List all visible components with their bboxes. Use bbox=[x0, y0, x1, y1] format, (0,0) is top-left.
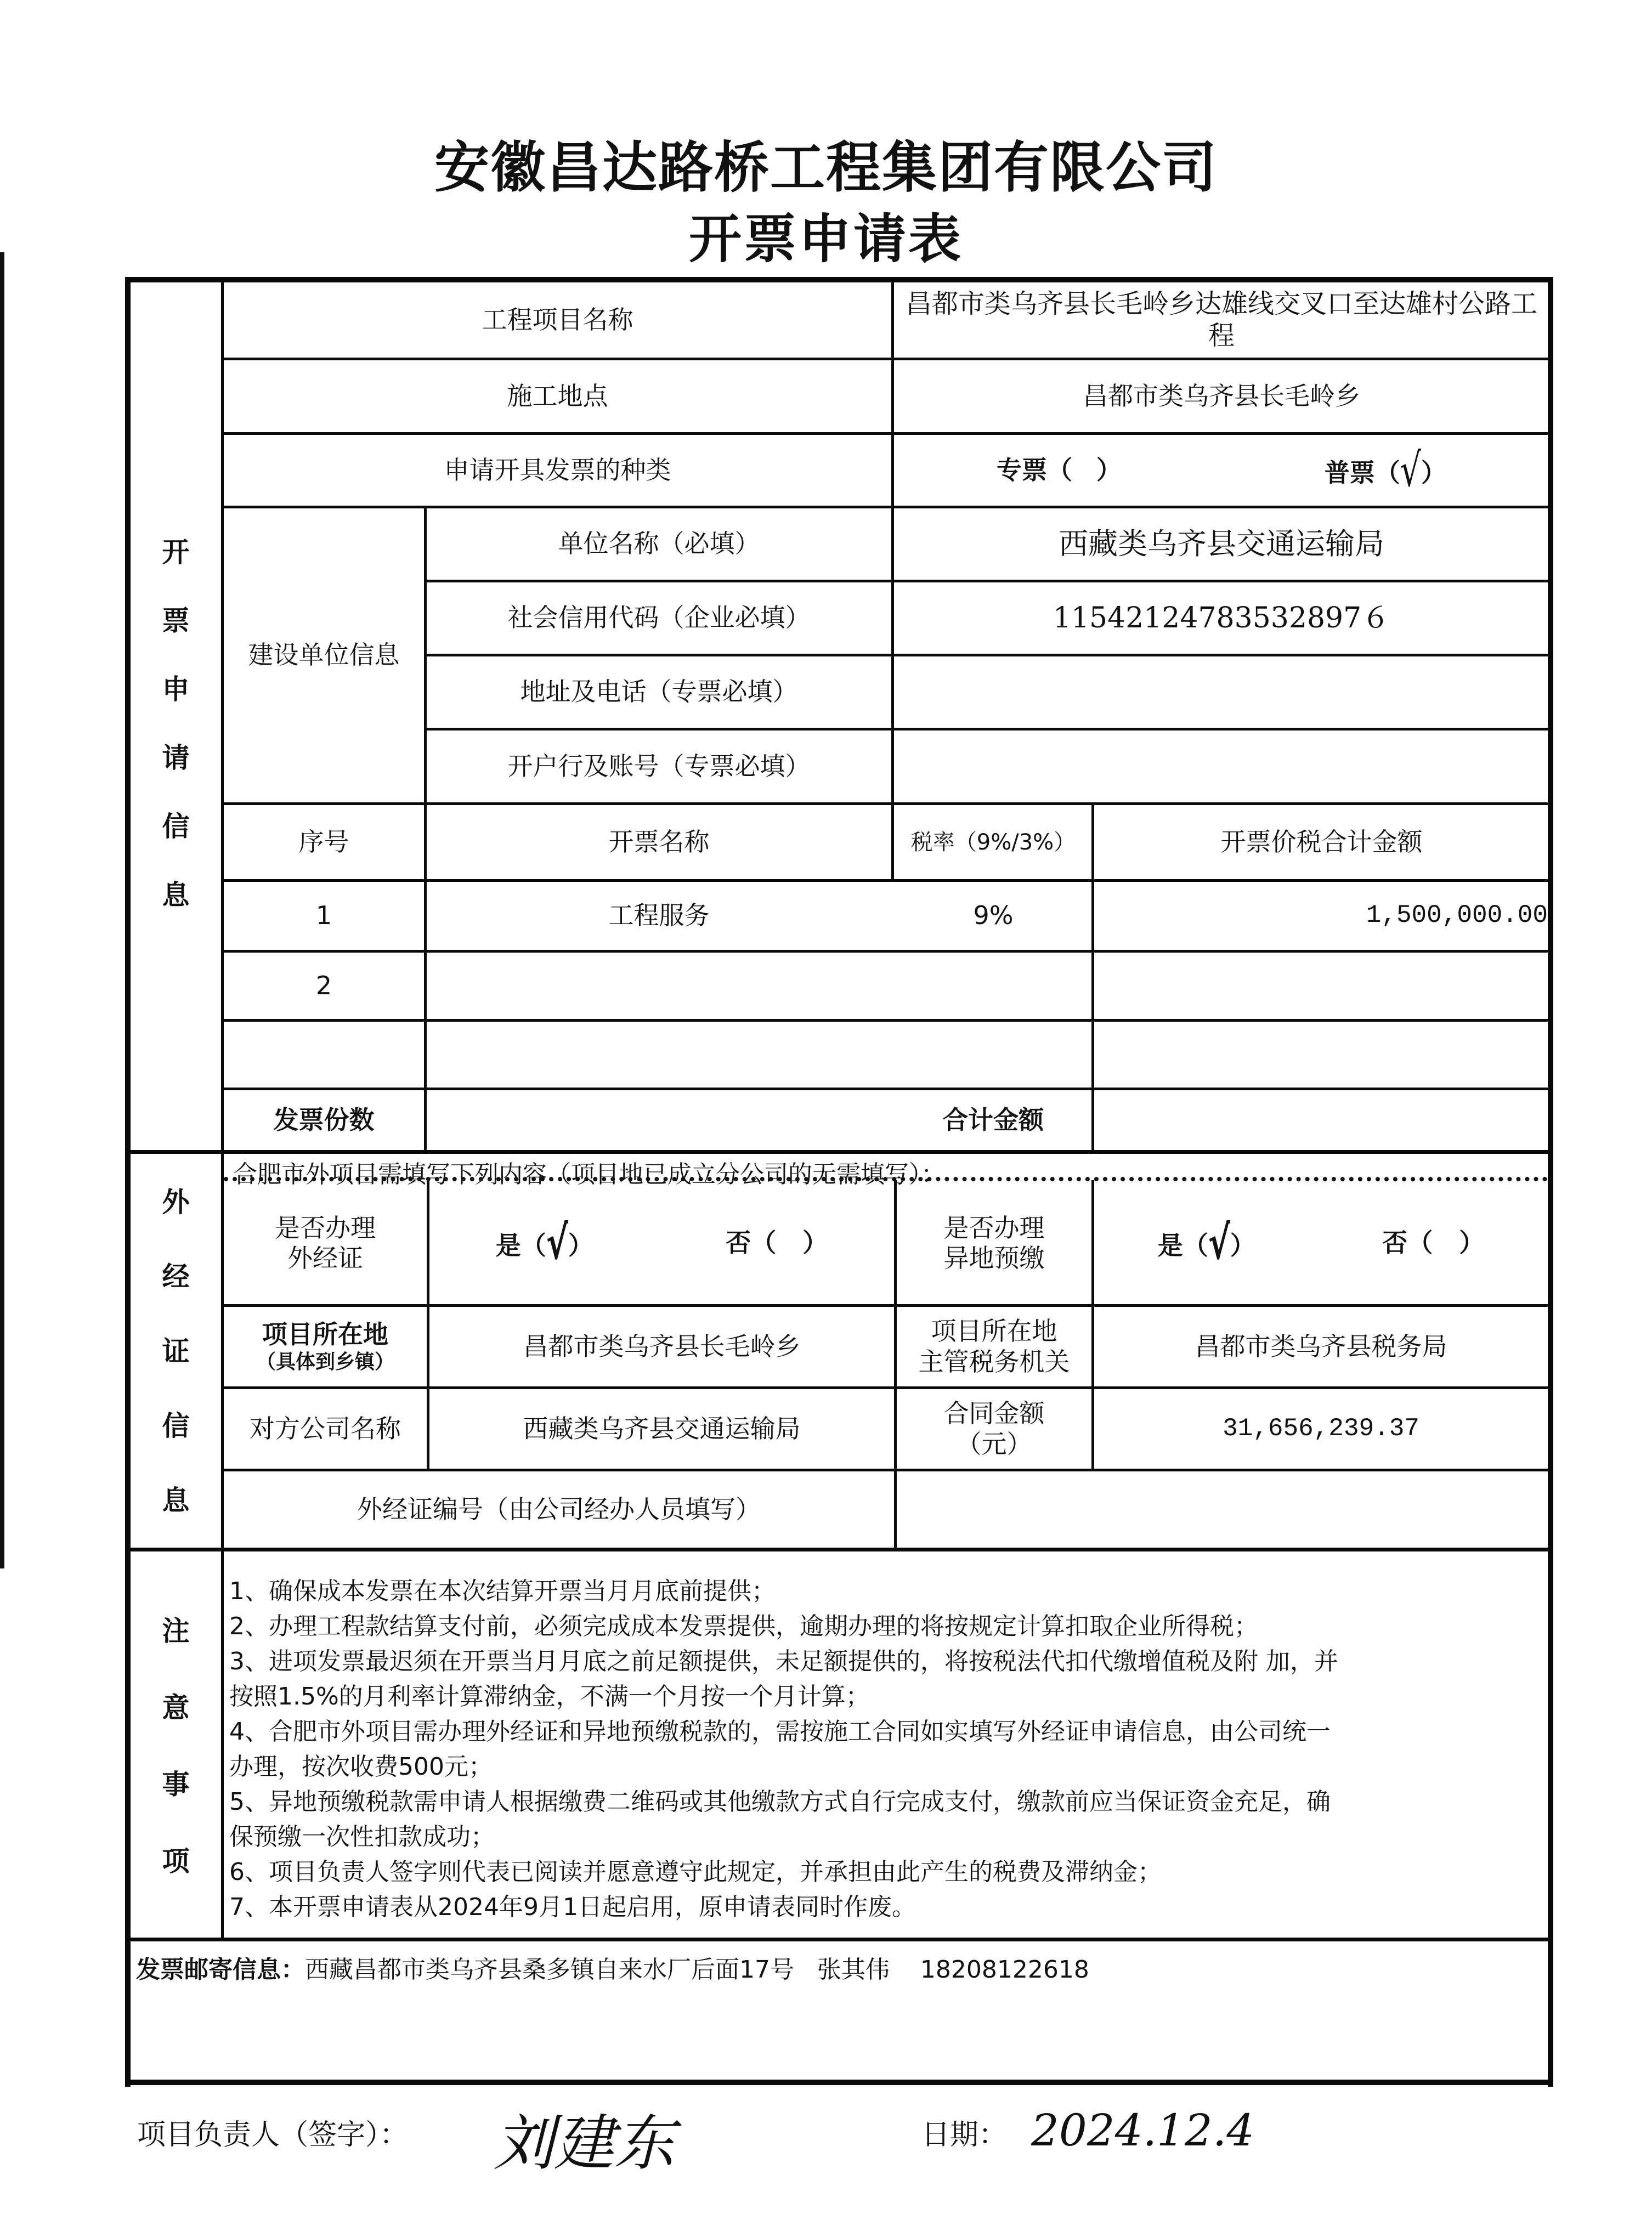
side-char: 注 bbox=[162, 1615, 190, 1647]
cert-label-line: 是否办理 bbox=[275, 1213, 376, 1243]
side-char: 请 bbox=[162, 741, 190, 774]
tax-authority-label bbox=[897, 1307, 1091, 1386]
row-seq: 2 bbox=[315, 970, 332, 1000]
section-label-notes bbox=[131, 1590, 221, 1898]
site-value[interactable]: 昌都市类乌齐县长毛岭乡 bbox=[1083, 381, 1360, 411]
row-seq bbox=[224, 1022, 424, 1088]
column-header-rate: 税率（9%/3%） bbox=[910, 829, 1076, 855]
section-label-invoice bbox=[131, 516, 221, 927]
divider bbox=[221, 1549, 224, 1940]
cert-no-option[interactable]: 否（ ） bbox=[726, 1228, 828, 1258]
table-border-right bbox=[1548, 277, 1553, 2087]
builder-field-label: 开户行及账号（专票必填） bbox=[507, 751, 811, 781]
date-handwritten[interactable]: 2024.12.4 bbox=[1031, 2105, 1255, 2156]
side-char: 事 bbox=[162, 1769, 190, 1800]
side-char: 经 bbox=[162, 1261, 190, 1293]
outside-instruction: 合肥市外项目需填写下列内容（项目地已成立分公司的无需填写）： bbox=[233, 1160, 945, 1188]
note-line: 办理，按次收费500元； bbox=[229, 1753, 493, 1781]
row-amount[interactable]: 1,500,000.00 bbox=[1366, 901, 1548, 930]
note-line: 6、项目负责人签字则代表已阅读并愿意遵守此规定，并承担由此产生的税费及滞纳金； bbox=[229, 1858, 1162, 1886]
invoice-type-label: 申请开具发票的种类 bbox=[444, 455, 671, 485]
checkmark-icon: √ bbox=[1400, 443, 1422, 497]
table-border-top bbox=[125, 277, 1553, 282]
table-border-left bbox=[125, 277, 131, 2087]
column-header-name: 开票名称 bbox=[608, 826, 710, 857]
date-label: 日期： bbox=[921, 2119, 1008, 2151]
row-amount[interactable] bbox=[1095, 953, 1548, 1019]
side-char: 开 bbox=[162, 536, 190, 568]
section-divider bbox=[125, 1938, 1553, 1941]
side-char: 票 bbox=[162, 604, 190, 637]
row-name[interactable]: 工程服务 bbox=[608, 901, 710, 931]
side-char: 息 bbox=[162, 1485, 190, 1516]
cert-number-value[interactable] bbox=[897, 1471, 1548, 1548]
column-header-amount: 开票价税合计金额 bbox=[1220, 826, 1423, 857]
builder-group-label: 建设单位信息 bbox=[248, 640, 400, 670]
prepay-label-line: 异地预缴 bbox=[943, 1243, 1045, 1273]
section-divider bbox=[125, 1548, 1553, 1551]
note-line: 按照1.5%的月利率计算滞纳金，不满一个月按一个月计算； bbox=[229, 1683, 870, 1711]
note-line: 保预缴一次性扣款成功； bbox=[229, 1823, 495, 1851]
prepay-label-line: 是否办理 bbox=[943, 1213, 1045, 1243]
mailing-label: 发票邮寄信息： bbox=[136, 1956, 305, 1984]
contract-amount-label bbox=[897, 1389, 1091, 1469]
option-special-invoice[interactable]: 专票（ ） bbox=[996, 455, 1122, 485]
total-amount-value[interactable] bbox=[1095, 1090, 1548, 1150]
site-label: 施工地点 bbox=[507, 381, 608, 411]
builder-field-label: 地址及电话（专票必填） bbox=[520, 677, 798, 707]
tax-authority-value[interactable]: 昌都市类乌齐县税务局 bbox=[1195, 1331, 1447, 1361]
cert-label-line: 外经证 bbox=[287, 1243, 363, 1273]
option-normal-invoice[interactable]: 普票（√） bbox=[1324, 443, 1447, 497]
note-line: 7、本开票申请表从2024年9月1日起启用，原申请表同时作废。 bbox=[229, 1893, 916, 1921]
side-char: 意 bbox=[162, 1692, 190, 1724]
side-char: 外 bbox=[162, 1186, 190, 1218]
prepay-label bbox=[897, 1182, 1091, 1304]
side-char: 申 bbox=[162, 673, 190, 705]
project-name-label: 工程项目名称 bbox=[482, 304, 633, 335]
invoice-count-value[interactable] bbox=[427, 1090, 891, 1150]
tax-authority-label-line: 主管税务机关 bbox=[918, 1346, 1070, 1377]
prepay-options bbox=[1094, 1182, 1548, 1304]
mailing-address[interactable]: 西藏昌都市类乌齐县桑多镇自来水厂后面17号 bbox=[305, 1956, 794, 1984]
form-title: 开票申请表 bbox=[689, 208, 963, 270]
note-line: 1、确保成本发票在本次结算开票当月月底前提供； bbox=[229, 1577, 776, 1605]
credit-code-value[interactable]: 11542124783532897６ bbox=[1053, 601, 1390, 635]
cert-label bbox=[224, 1182, 427, 1304]
signature-handwritten[interactable]: 刘建东 bbox=[494, 2108, 675, 2178]
table-border-bottom bbox=[125, 2080, 1553, 2085]
contract-amount-label-line: （元） bbox=[956, 1429, 1032, 1459]
invoice-count-label: 发票份数 bbox=[273, 1105, 375, 1135]
location-value[interactable]: 昌都市类乌齐县长毛岭乡 bbox=[523, 1331, 801, 1361]
builder-field-label: 单位名称（必填） bbox=[558, 529, 760, 559]
mailing-contact[interactable]: 张其伟 bbox=[817, 1956, 890, 1984]
note-line: 3、进项发票最迟须在开票当月月底之前足额提供，未足额提供的，将按税法代扣代缴增值税及附 加，并 bbox=[229, 1647, 1338, 1675]
section-divider bbox=[125, 1150, 1553, 1154]
invoice-type-options bbox=[895, 435, 1548, 506]
project-name-value[interactable]: 昌都市类乌齐县长毛岭乡达雄线交叉口至达雄村公路工程 bbox=[905, 288, 1537, 351]
row-seq: 1 bbox=[315, 901, 332, 931]
divider bbox=[891, 277, 894, 880]
total-amount-label: 合计金额 bbox=[943, 1105, 1044, 1135]
side-char: 信 bbox=[162, 810, 190, 842]
row-rate[interactable]: 9% bbox=[973, 901, 1014, 931]
counterparty-label: 对方公司名称 bbox=[250, 1413, 401, 1443]
prepay-yes-option[interactable]: 是（√） bbox=[1157, 1216, 1255, 1270]
builder-unit-name-value[interactable]: 西藏类乌齐县交通运输局 bbox=[1059, 526, 1384, 561]
signer-label: 项目负责人（签字）： bbox=[137, 2119, 409, 2151]
tax-authority-label-line: 项目所在地 bbox=[931, 1316, 1057, 1346]
location-label-main: 项目所在地 bbox=[262, 1319, 388, 1350]
prepay-no-option[interactable]: 否（ ） bbox=[1382, 1228, 1485, 1258]
cert-yes-option[interactable]: 是（√） bbox=[495, 1216, 593, 1270]
side-char: 息 bbox=[162, 879, 190, 911]
row-name[interactable] bbox=[427, 953, 891, 1019]
row-rate[interactable] bbox=[895, 953, 1091, 1019]
divider bbox=[1091, 803, 1094, 1152]
note-line: 5、异地预缴税款需申请人根据缴费二维码或其他缴款方式自行完成支付，缴款前应当保证资金充足，确 bbox=[229, 1788, 1331, 1816]
note-line: 4、合肥市外项目需办理外经证和异地预缴税款的，需按施工合同如实填写外经证申请信息，由公司统一 bbox=[229, 1718, 1331, 1746]
mailing-info bbox=[136, 1950, 1089, 1985]
row-name[interactable] bbox=[427, 1022, 891, 1088]
location-label bbox=[224, 1307, 427, 1386]
section-label-outside-cert bbox=[131, 1163, 221, 1536]
address-phone-value[interactable] bbox=[895, 656, 1548, 728]
checkmark-icon: √ bbox=[546, 1216, 568, 1270]
column-header-seq: 序号 bbox=[298, 826, 349, 857]
counterparty-value[interactable]: 西藏类乌齐县交通运输局 bbox=[523, 1413, 801, 1443]
cert-number-label: 外经证编号（由公司经办人员填写） bbox=[357, 1494, 761, 1524]
row-rate[interactable] bbox=[895, 1022, 1091, 1088]
builder-field-label: 社会信用代码（企业必填） bbox=[507, 603, 811, 633]
row-amount[interactable] bbox=[1095, 1022, 1548, 1088]
bank-account-value[interactable] bbox=[895, 730, 1548, 802]
location-label-sub: （具体到乡镇） bbox=[256, 1350, 394, 1373]
checkmark-icon: √ bbox=[1208, 1216, 1230, 1270]
cert-options bbox=[429, 1182, 894, 1304]
mailing-phone[interactable]: 18208122618 bbox=[920, 1956, 1089, 1984]
side-char: 项 bbox=[162, 1845, 190, 1877]
note-line: 2、办理工程款结算支付前，必须完成成本发票提供，逾期办理的将按规定计算扣取企业所得税； bbox=[229, 1612, 1258, 1640]
side-char: 信 bbox=[162, 1410, 190, 1442]
notes-list bbox=[229, 1574, 1546, 1925]
contract-amount-value[interactable]: 31,656,239.37 bbox=[1223, 1414, 1419, 1443]
side-char: 证 bbox=[162, 1335, 190, 1367]
contract-amount-label-line: 合同金额 bbox=[943, 1398, 1045, 1429]
company-title: 安徽昌达路桥工程集团有限公司 bbox=[434, 135, 1218, 200]
